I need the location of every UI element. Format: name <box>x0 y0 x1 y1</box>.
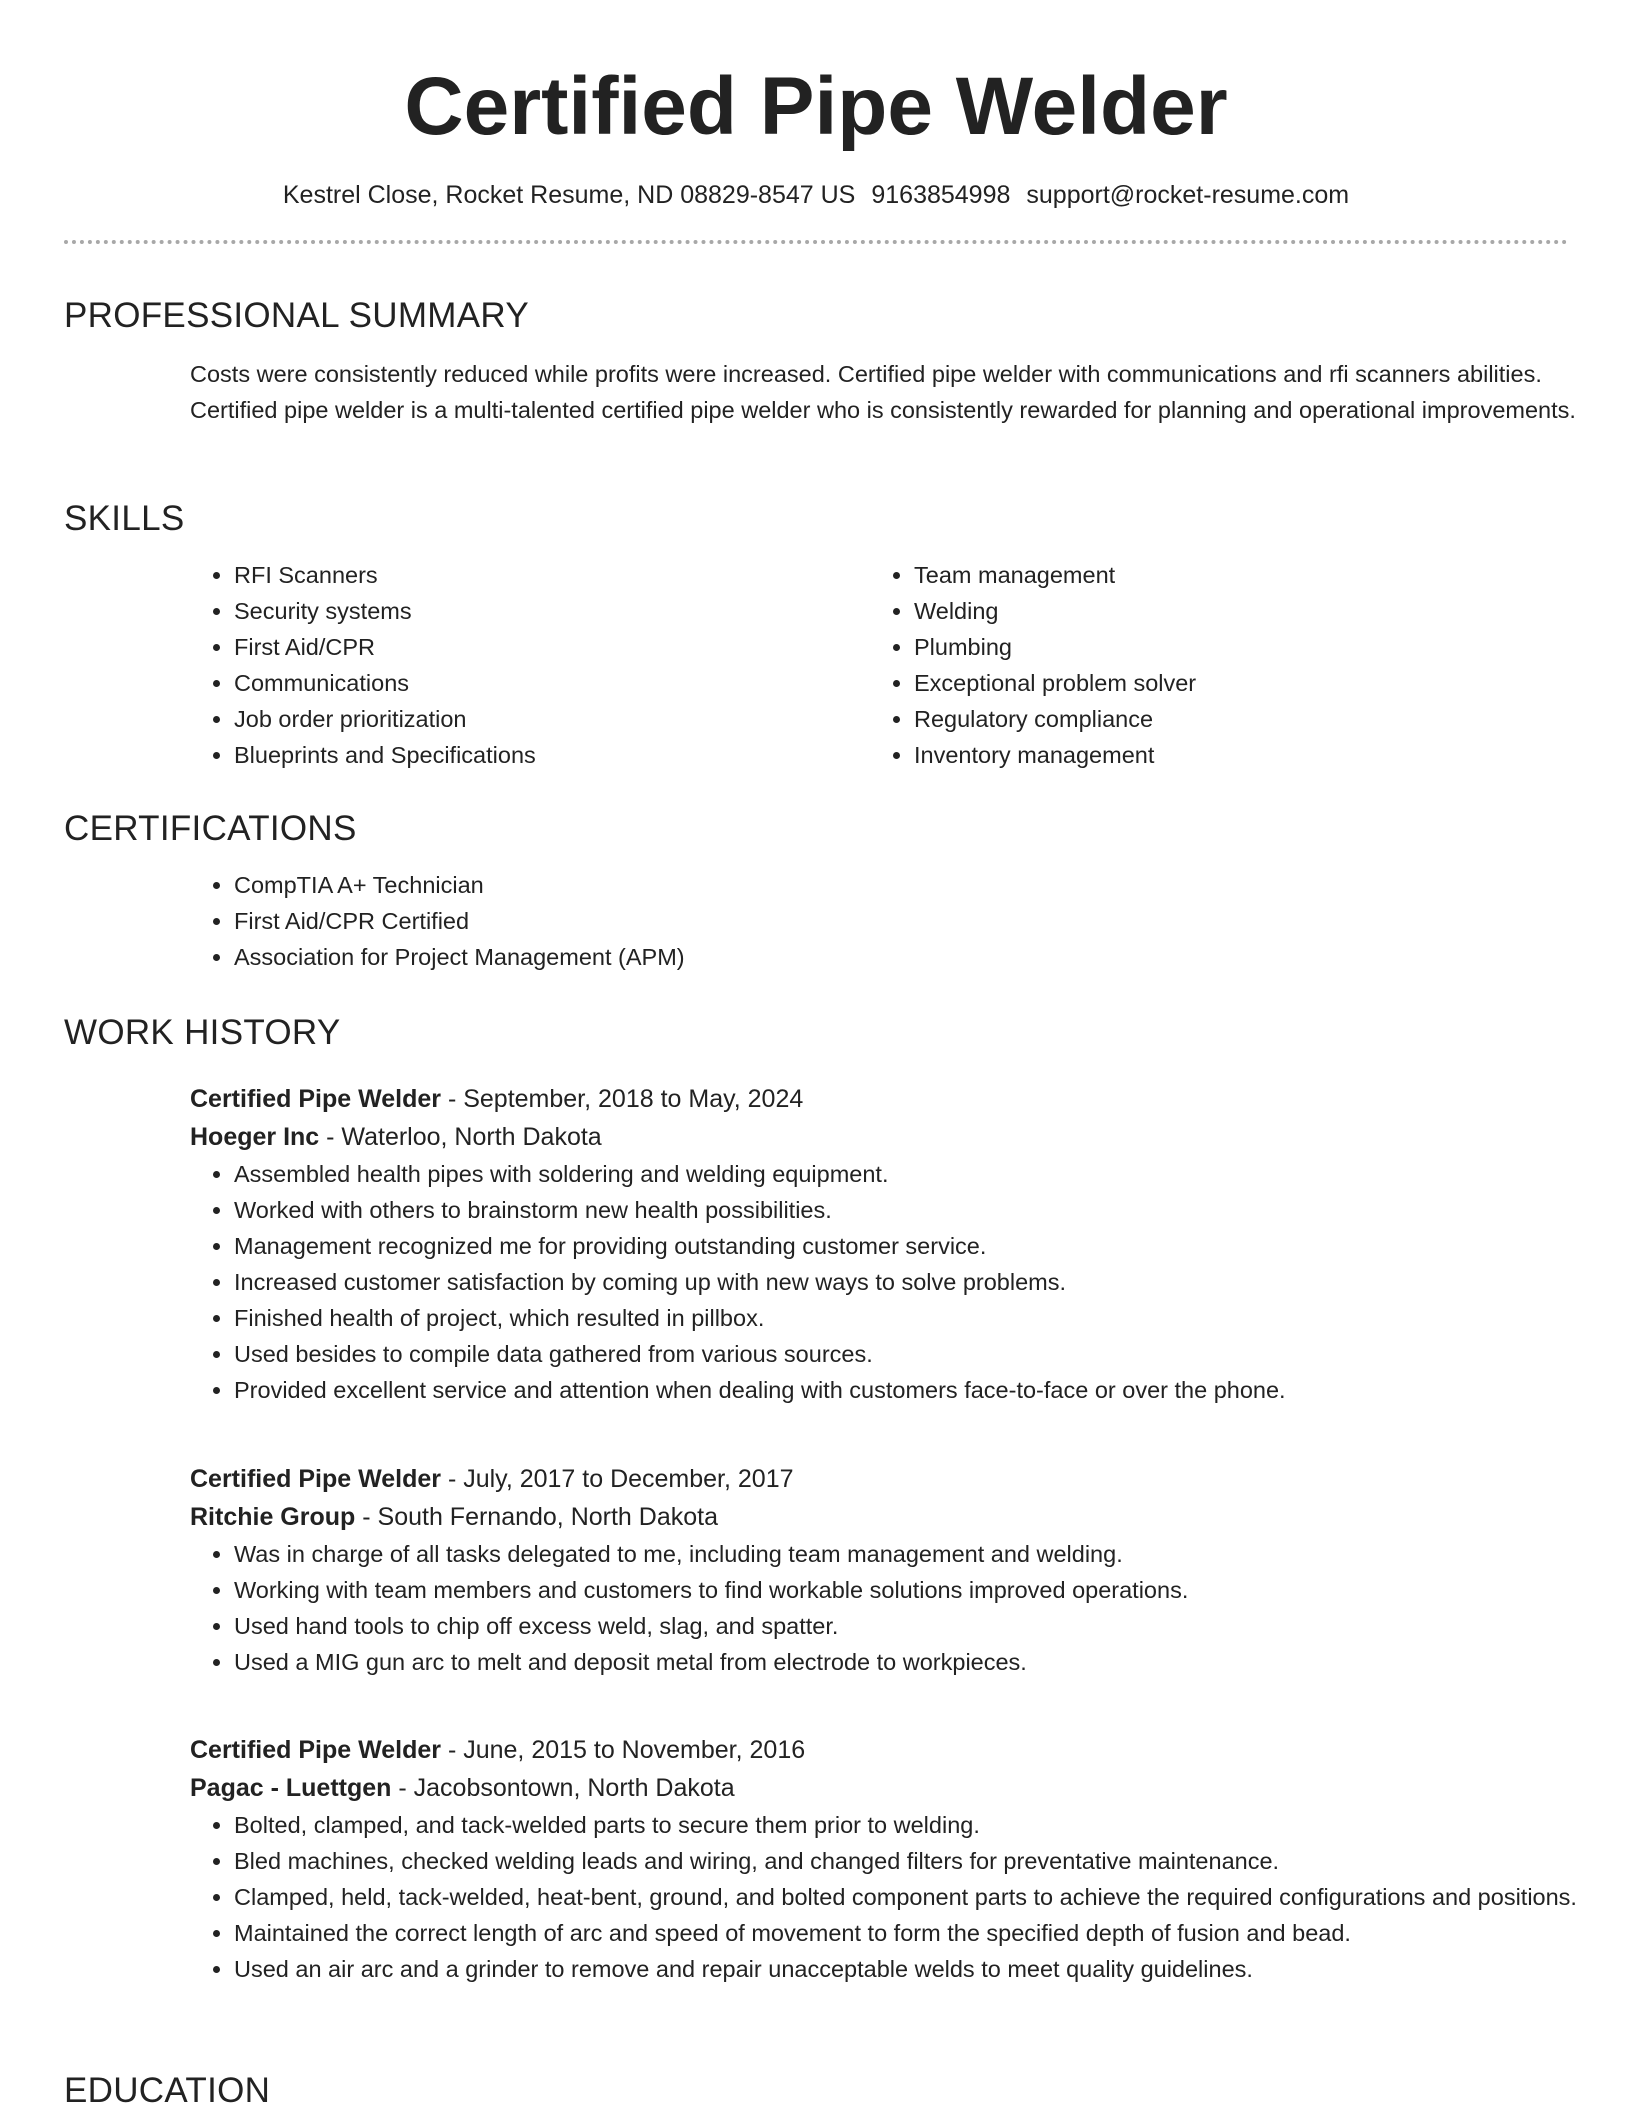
job-bullet: • Finished health of project, which resulted in pillbox. <box>234 1300 1568 1336</box>
job-location: - Jacobsontown, North Dakota <box>391 1774 735 1802</box>
job-entry-1 <box>64 1080 1568 1408</box>
summary-text: Costs were consistently reduced while profits were increased. Certified pipe welder with communications and rfi scanners abilities. Certified pipe welder is a multi-talented certified pipe welder who is consistently rewarded for planning and operational improvements. <box>190 361 1576 423</box>
skills-columns <box>190 557 1568 773</box>
job-title-line <box>190 1080 1568 1118</box>
job-dates: - June, 2015 to November, 2016 <box>441 1736 806 1764</box>
job-bullet: • Used hand tools to chip off excess weld, slag, and spatter. <box>234 1608 1568 1644</box>
certifications-section <box>64 809 1568 975</box>
skill-item: • RFI Scanners <box>234 557 870 593</box>
skill-item: • Regulatory compliance <box>914 701 1550 737</box>
skill-item: • First Aid/CPR <box>234 629 870 665</box>
skill-item: • Plumbing <box>914 629 1550 665</box>
contact-phone: 9163854998 <box>871 181 1011 209</box>
job-company: Ritchie Group <box>190 1503 356 1531</box>
job-dates: - September, 2018 to May, 2024 <box>441 1085 804 1113</box>
work-history-section <box>64 1013 1568 1053</box>
job-role: Certified Pipe Welder <box>190 1085 441 1113</box>
job-bullet: • Bolted, clamped, and tack-welded parts to secure them prior to welding. <box>234 1807 1632 1843</box>
job-bullet: • Working with team members and customers to find workable solutions improved operations. <box>234 1572 1568 1608</box>
job-bullet: • Used an air arc and a grinder to remove and repair unacceptable welds to meet quality guidelines. <box>234 1951 1632 1987</box>
job-bullet: • Increased customer satisfaction by coming up with new ways to solve problems. <box>234 1264 1568 1300</box>
header-divider <box>64 240 1568 244</box>
job-location: - Waterloo, North Dakota <box>319 1123 602 1151</box>
candidate-name: Certified Pipe Welder <box>404 61 1228 152</box>
job-location: - South Fernando, North Dakota <box>355 1503 718 1531</box>
job-title-line <box>190 1460 1568 1498</box>
resume-page <box>64 0 1577 2110</box>
job-bullet: • Bled machines, checked welding leads and wiring, and changed filters for preventative maintenance. <box>234 1843 1632 1879</box>
skill-item: • Job order prioritization <box>234 701 870 737</box>
certifications-list-wrap <box>190 867 1568 975</box>
job-company: Hoeger Inc <box>190 1123 320 1151</box>
job-entry-3 <box>64 1731 1577 1987</box>
contact-address: Kestrel Close, Rocket Resume, ND 08829-8547 US <box>282 181 856 209</box>
contact-line <box>64 180 1568 210</box>
skill-item: • Welding <box>914 593 1550 629</box>
skill-item: • Inventory management <box>914 737 1550 773</box>
job-company-line <box>190 1118 1568 1156</box>
job-company-line <box>190 1769 1568 1807</box>
certification-item: • CompTIA A+ Technician <box>234 867 1568 903</box>
job-role: Certified Pipe Welder <box>190 1465 441 1493</box>
section-title-certifications: CERTIFICATIONS <box>64 809 357 848</box>
job-bullet: • Management recognized me for providing outstanding customer service. <box>234 1228 1568 1264</box>
job-bullet: • Was in charge of all tasks delegated to me, including team management and welding. <box>234 1536 1568 1572</box>
section-title-education: EDUCATION <box>64 2071 271 2110</box>
skills-column-left <box>190 557 870 773</box>
job-role: Certified Pipe Welder <box>190 1736 441 1764</box>
resume-header <box>64 62 1568 244</box>
skill-item: • Exceptional problem solver <box>914 665 1550 701</box>
skill-item: • Blueprints and Specifications <box>234 737 870 773</box>
section-title-work-history: WORK HISTORY <box>64 1013 341 1052</box>
skill-item: • Team management <box>914 557 1550 593</box>
job-company: Pagac - Luettgen <box>190 1774 392 1802</box>
certification-item: • First Aid/CPR Certified <box>234 903 1568 939</box>
contact-email: support@rocket-resume.com <box>1026 181 1350 209</box>
job-dates: - July, 2017 to December, 2017 <box>441 1465 794 1493</box>
skill-item: • Security systems <box>234 593 870 629</box>
skill-item: • Communications <box>234 665 870 701</box>
job-bullet: • Used besides to compile data gathered from various sources. <box>234 1336 1568 1372</box>
job-bullet: • Assembled health pipes with soldering and welding equipment. <box>234 1156 1568 1192</box>
section-title-summary: PROFESSIONAL SUMMARY <box>64 296 529 335</box>
job-company-line <box>190 1498 1568 1536</box>
job-bullet: • Worked with others to brainstorm new health possibilities. <box>234 1192 1568 1228</box>
skills-section <box>64 499 1568 773</box>
job-bullet: • Provided excellent service and attention when dealing with customers face-to-face or over the phone. <box>234 1372 1568 1408</box>
job-entry-2 <box>64 1460 1568 1680</box>
certification-item: • Association for Project Management (APM) <box>234 939 1568 975</box>
education-section <box>64 2071 1568 2111</box>
job-bullet: • Maintained the correct length of arc and speed of movement to form the specified depth of fusion and bead. <box>234 1915 1632 1951</box>
job-bullet: • Used a MIG gun arc to melt and deposit metal from electrode to workpieces. <box>234 1644 1568 1680</box>
job-bullet: • Clamped, held, tack-welded, heat-bent, ground, and bolted component parts to achieve the required configurations and positions. <box>234 1879 1632 1915</box>
skills-column-right <box>870 557 1550 773</box>
job-title-line <box>190 1731 1568 1769</box>
summary-section <box>64 296 1576 428</box>
section-title-skills: SKILLS <box>64 499 185 538</box>
